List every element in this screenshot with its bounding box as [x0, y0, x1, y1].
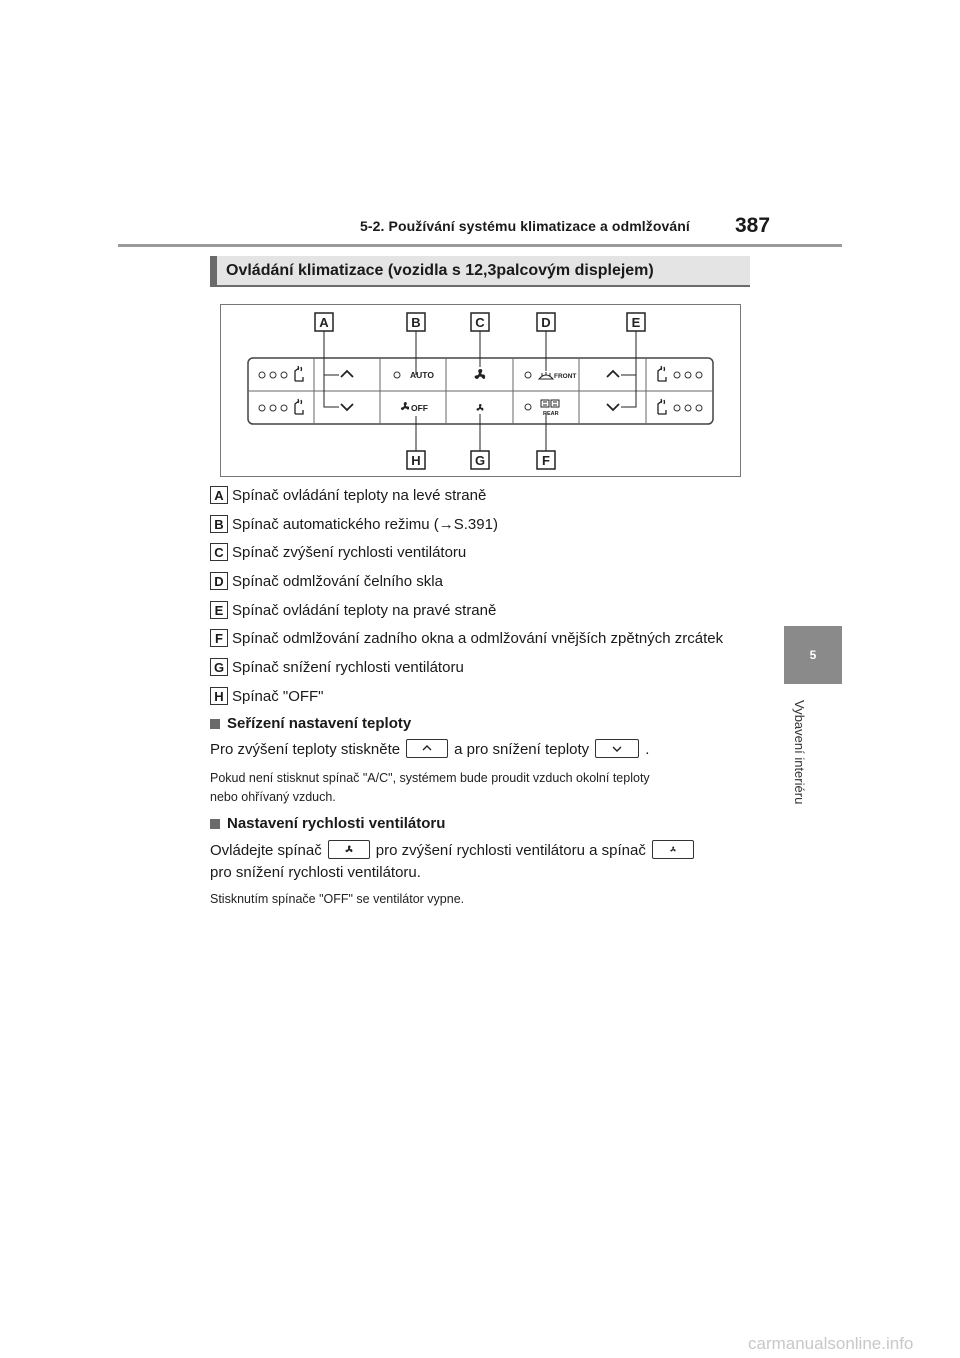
temp-text-2: a pro snížení teploty [454, 741, 590, 758]
section-title-accent [210, 256, 217, 287]
climate-panel-figure [220, 304, 741, 477]
legend-item-b [210, 514, 498, 534]
temp-text-1: Pro zvýšení teploty stiskněte [210, 741, 401, 758]
callout-H: H [411, 453, 421, 468]
legend-item-h [210, 686, 324, 706]
legend-key: G [210, 658, 228, 676]
off-label: OFF [411, 403, 428, 413]
callout-B: B [411, 315, 421, 330]
fan-down-key-icon [652, 840, 694, 859]
legend-item-e [210, 600, 496, 620]
fan-text-2: pro zvýšení rychlosti ventilátoru a spínač [375, 842, 646, 859]
site-watermark: carmanualsonline.info [748, 1334, 914, 1353]
legend-text: Spínač automatického režimu (→S.391) [232, 515, 498, 533]
temp-up-key-icon [406, 739, 448, 758]
fan-text-1: Ovládejte spínač [210, 842, 322, 859]
header-divider [118, 244, 842, 247]
callout-A: A [319, 315, 329, 330]
legend-text: Spínač ovládání teploty na pravé straně [232, 601, 497, 619]
temp-note-line-1: Pokud není stisknut spínač "A/C", systémem bude proudit vzduch okolní teploty [210, 771, 650, 785]
temp-instruction [210, 739, 649, 761]
legend-key: C [210, 543, 228, 561]
chapter-tab: 5 [784, 626, 842, 684]
page-number: 387 [735, 214, 771, 237]
callout-C: C [475, 315, 485, 330]
fan-subheading [210, 815, 445, 832]
fan-up-key-icon [328, 840, 370, 859]
legend-text: Spínač zvýšení rychlosti ventilátoru [232, 543, 467, 561]
callout-E: E [631, 315, 641, 330]
legend-item-c [210, 542, 466, 562]
fan-instruction-line-2: pro snížení rychlosti ventilátoru. [210, 864, 421, 881]
chapter-label: Vybavení interiéru [792, 700, 807, 805]
legend-item-f [210, 628, 723, 648]
legend-text: Spínač ovládání teploty na levé straně [232, 486, 487, 504]
legend-item-a [210, 485, 486, 505]
legend-key: D [210, 572, 228, 590]
running-header: 5-2. Používání systému klimatizace a odmlžování [360, 218, 690, 234]
front-label: FRONT [554, 373, 577, 380]
bullet-square-icon [210, 819, 220, 829]
section-title: Ovládání klimatizace (vozidla s 12,3palcovým displejem) [226, 262, 654, 279]
temp-subheading-text: Seřízení nastavení teploty [227, 715, 412, 732]
section-title-bar [210, 256, 750, 287]
bullet-square-icon [210, 719, 220, 729]
rear-label: REAR [543, 411, 559, 417]
legend-text: Spínač "OFF" [232, 687, 324, 705]
legend-text: Spínač odmlžování čelního skla [232, 572, 443, 590]
auto-label: AUTO [410, 370, 434, 380]
legend-key: E [210, 601, 228, 619]
legend-key: A [210, 486, 228, 504]
legend-item-d [210, 571, 443, 591]
legend-text: Spínač snížení rychlosti ventilátoru [232, 658, 464, 676]
temp-text-3: . [645, 741, 650, 758]
legend-key: F [210, 629, 228, 647]
fan-note: Stisknutím spínače "OFF" se ventilátor vypne. [210, 892, 465, 906]
temp-note-line-2: nebo ohřívaný vzduch. [210, 790, 336, 804]
fan-subheading-text: Nastavení rychlosti ventilátoru [227, 815, 446, 832]
legend-key: B [210, 515, 228, 533]
callout-G: G [474, 453, 486, 468]
temp-subheading [210, 715, 411, 732]
legend-item-g [210, 657, 464, 677]
callout-F: F [542, 453, 550, 468]
legend-key: H [210, 687, 228, 705]
callout-D: D [541, 315, 551, 330]
legend-text: Spínač odmlžování zadního okna a odmlžování vnějších zpětných zrcátek [232, 629, 724, 647]
fan-instruction-line-1 [210, 840, 700, 862]
climate-panel-diagram [221, 305, 742, 478]
temp-down-key-icon [595, 739, 639, 758]
